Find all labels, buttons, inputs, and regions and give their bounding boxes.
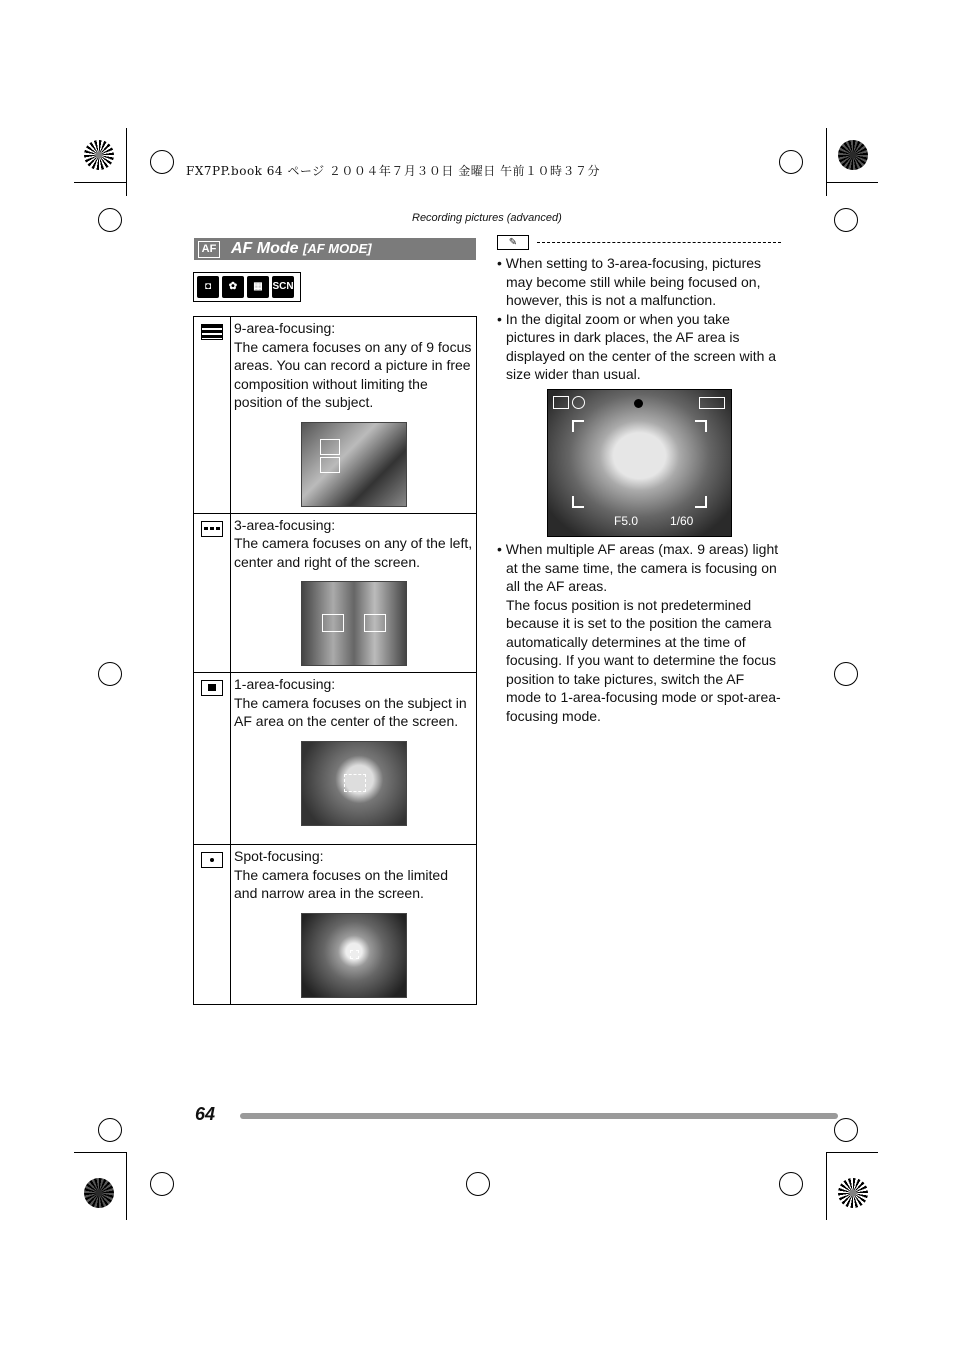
list-item: • When multiple AF areas (max. 9 areas) light at the same time, the camera is focusing on all the AF areas.	[497, 541, 779, 594]
af-frame-corner	[695, 420, 707, 432]
row-text: The camera focuses on the limited and narrow area in the screen.	[234, 866, 448, 901]
crosshair-icon	[779, 150, 803, 174]
list-item-continuation: The focus position is not predetermined because it is set to the position the camera automatically determines at the time of focusing. If you want to determine the focus position to take pictures, switch the AF mode to 1-area-focusing mode or spot-area-focusing mode.	[506, 596, 781, 724]
note-list-bottom	[497, 540, 781, 725]
camera-icon: ◘	[197, 276, 219, 298]
registration-mark-bottom-left	[74, 1152, 126, 1220]
print-header: FX7PP.book 64 ページ ２００４年７月３０日 金曜日 午前１０時３７分	[186, 164, 601, 178]
row-name: 1-area-focusing:	[234, 676, 336, 692]
crosshair-icon	[834, 662, 858, 686]
note-icon: ✎	[497, 235, 529, 250]
three-area-icon	[201, 521, 223, 537]
row-name: 9-area-focusing:	[234, 320, 336, 336]
page-rule	[240, 1113, 838, 1119]
scn-icon: SCN	[272, 276, 294, 298]
crosshair-target-icon	[84, 140, 114, 170]
applicable-modes	[193, 272, 301, 302]
camera-icon	[553, 396, 569, 409]
nine-area-icon	[201, 324, 223, 340]
row-text: The camera focuses on any of the left, center and right of the screen.	[234, 535, 473, 570]
af-frame-corner	[695, 496, 707, 508]
table-row	[194, 673, 477, 845]
list-item: • In the digital zoom or when you take pictures in dark places, the AF area is displayed on the center of the screen with a size wider than usual.	[497, 310, 777, 382]
spot-photo	[301, 913, 407, 998]
focus-indicator-icon	[634, 399, 643, 408]
three-area-photo	[301, 581, 407, 666]
registration-mark-top-right	[826, 128, 878, 196]
flash-off-icon	[572, 396, 585, 409]
row-name: Spot-focusing:	[234, 848, 324, 864]
crosshair-icon	[98, 208, 122, 232]
list-item: • When setting to 3-area-focusing, pictures may become still while being focused on, however, this is not a malfunction.	[497, 255, 762, 308]
spot-icon	[201, 852, 223, 868]
lcd-preview	[547, 389, 732, 537]
crosshair-icon	[779, 1172, 803, 1196]
nine-area-photo	[301, 422, 407, 507]
table-row	[194, 513, 477, 673]
row-text: The camera focuses on the subject in AF area on the center of the screen.	[234, 694, 467, 729]
note-divider	[537, 242, 781, 243]
crosshair-icon	[150, 150, 174, 174]
note-header	[497, 235, 781, 249]
motion-picture-icon: ▦	[247, 276, 269, 298]
crosshair-icon	[834, 1118, 858, 1142]
aperture-value: F5.0	[614, 514, 639, 528]
battery-icon	[699, 397, 725, 409]
af-frame-corner	[572, 420, 584, 432]
table-row	[194, 845, 477, 1005]
row-name: 3-area-focusing:	[234, 516, 336, 533]
crosshair-icon	[150, 1172, 174, 1196]
crosshair-icon	[466, 1172, 490, 1196]
registration-mark-bottom-right	[826, 1152, 878, 1220]
one-area-photo	[301, 741, 407, 826]
note-list-top	[497, 254, 781, 384]
crosshair-icon	[834, 208, 858, 232]
macro-icon: ✿	[222, 276, 244, 298]
crosshair-icon	[98, 662, 122, 686]
row-text: The camera focuses on any of 9 focus areas. You can record a picture in free composition without limiting the position of the subject.	[234, 338, 472, 410]
table-row	[194, 317, 477, 514]
one-area-icon	[201, 680, 223, 696]
af-mode-title-bar	[194, 238, 476, 260]
page-title: AF Mode [AF MODE]	[231, 240, 372, 257]
af-mode-table	[193, 316, 477, 1005]
shutter-value: 1/60	[670, 514, 694, 528]
page-number: 64	[195, 1104, 216, 1124]
crosshair-icon	[98, 1118, 122, 1142]
af-icon: AF	[198, 241, 220, 258]
section-title: Recording pictures (advanced)	[412, 212, 562, 224]
af-frame-corner	[572, 496, 584, 508]
